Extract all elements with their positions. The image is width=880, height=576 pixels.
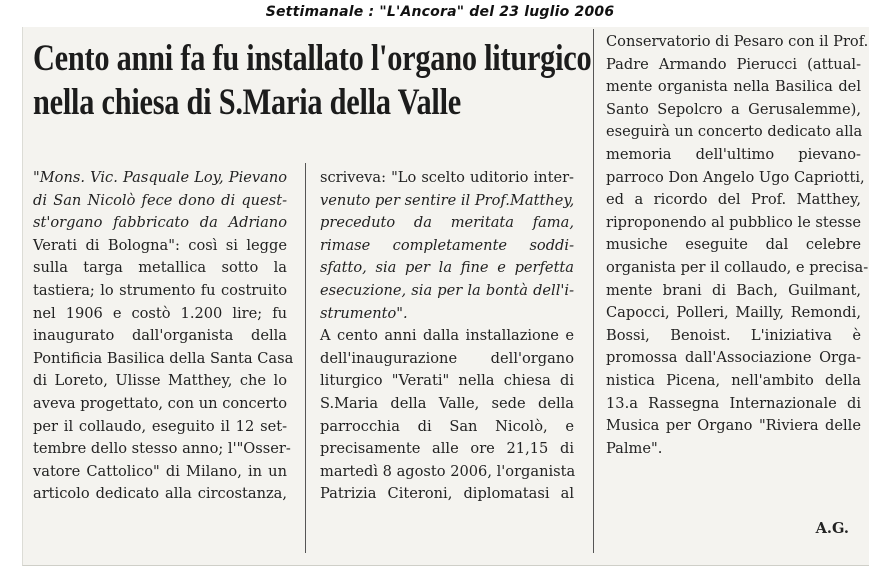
text-line: sulla targa metallica sotto la [33,259,287,277]
text-line: nel 1906 e costò 1.200 lire; fu [33,304,287,322]
text-line: aveva progettato, con un concerto [33,394,287,412]
text-line: dell'inaugurazione dell'organo [320,349,574,367]
article-column-2 [320,167,574,506]
text-line: Santo Sepolcro a Gerusalemme), [606,100,861,118]
text-line: esecuzione, sia per la bontà dell'i- [320,281,574,299]
text-line: strumento". [320,304,408,322]
text-line: organista per il collaudo, e precisa- [606,258,869,276]
text-line: "Mons. Vic. Pasquale Loy, Pievano [33,169,287,186]
text-line: martedì 8 agosto 2006, l'organista [320,462,576,480]
text-line: preceduto da meritata fama, [320,214,574,232]
text-line: memoria dell'ultimo pievano- [606,145,861,163]
text-line: rimase completamente soddi- [320,236,574,254]
text-line: Conservatorio di Pesaro con il Prof. [606,33,869,50]
text-line: nistica Picena, nell'ambito della [606,371,861,389]
text-line: scriveva: "Lo scelto uditorio inter- [320,169,574,186]
text-line: venuto per sentire il Prof.Matthey, [320,191,575,209]
text-line: per il collaudo, eseguito il 12 set- [33,417,287,435]
text-line: Patrizia Citeroni, diplomatasi al [320,485,574,503]
text-line: di Loreto, Ulisse Matthey, che lo [33,372,287,390]
text-line: mente brani di Bach, Guilmant, [606,281,861,299]
column-separator-2 [593,29,594,553]
text-line: inaugurato dall'organista della [33,327,287,345]
text-line: ed a ricordo del Prof. Matthey, [606,191,861,209]
headline-line-2: nella chiesa di S.Maria della Valle [33,82,461,123]
text-line: Musica per Organo "Riviera delle [606,417,861,435]
newspaper-caption: Settimanale : "L'Ancora" del 23 luglio 2006 [265,4,615,20]
text-line: parroco Don Angelo Ugo Capriotti, [606,168,865,186]
text-line: articolo dedicato alla circostanza, [33,485,287,503]
text-line: liturgico "Verati" nella chiesa di [320,372,574,390]
text-line: A cento anni dalla installazione e [320,327,574,345]
text-line: st'organo fabbricato da Adriano [33,214,287,232]
column-separator-1 [305,163,306,553]
text-line: 13.a Rassegna Internazionale di [606,394,861,412]
text-line: mente organista nella Basilica del [606,78,861,96]
text-line: Capocci, Polleri, Mailly, Remondi, [606,304,861,322]
headline-line-1: Cento anni fa fu installato l'organo liturgico [33,38,592,79]
text-line: di San Nicolò fece dono di quest- [33,191,287,209]
text-line: musiche eseguite dal celebre [606,236,861,254]
text-line: Verati di Bologna": così si legge [33,236,287,254]
text-line: tembre dello stesso anno; l'"Osser- [33,440,291,458]
article-headline [33,37,592,125]
text-line: eseguirà un concerto dedicato alla [606,123,863,141]
text-line: Pontificia Basilica della Santa Casa [33,349,294,367]
author-signature: A.G. [815,520,849,537]
newspaper-clipping [22,27,869,566]
article-column-3 [606,31,869,460]
text-line: precisamente alle ore 21,15 di [320,440,574,458]
text-line: S.Maria della Valle, sede della [320,394,574,412]
text-line: parrocchia di San Nicolò, e [320,417,574,435]
article-column-1 [33,167,294,506]
text-line: riproponendo al pubblico le stesse [606,213,861,231]
text-line: Bossi, Benoist. L'iniziativa è [606,326,861,344]
text-line: vatore Cattolico" di Milano, in un [33,462,287,480]
text-line: Palme". [606,439,663,457]
text-line: promossa dall'Associazione Orga- [606,349,861,367]
text-line: Padre Armando Pierucci (attual- [606,55,861,73]
text-line: sfatto, sia per la fine e perfetta [320,259,574,277]
text-line: tastiera; lo strumento fu costruito [33,281,287,299]
